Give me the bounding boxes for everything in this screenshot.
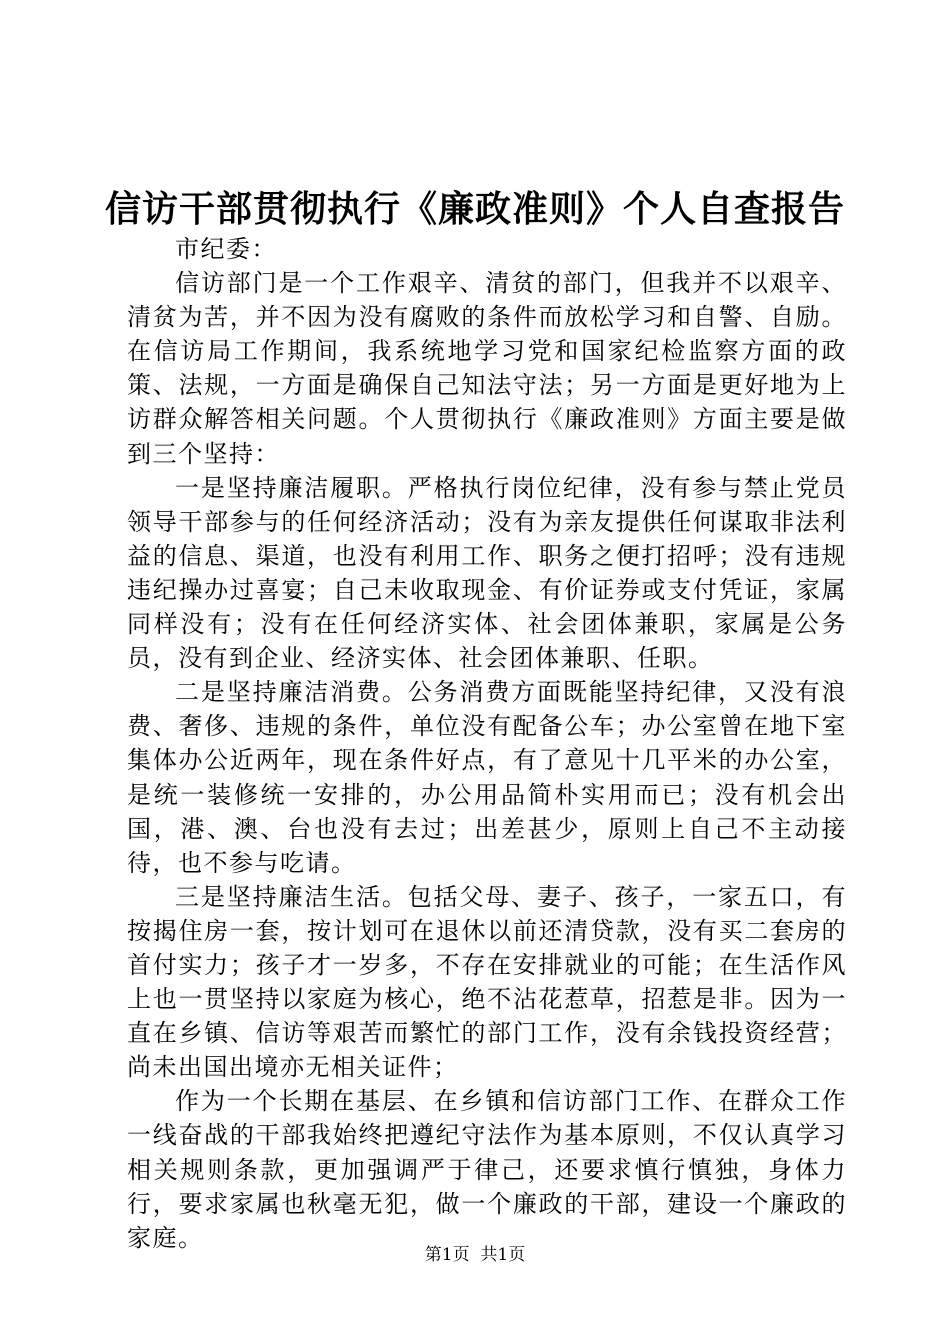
paragraph-intro: 信访部门是一个工作艰辛、清贫的部门，但我并不以艰辛、清贫为苦，并不因为没有腐败的条件而放松学习和自警、自励。在信访局工作期间，我系统地学习党和国家纪检监察方面的政策、法规，一方面是确保自己知法守法；另一方面是更好地为上访群众解答相关问题。个人贯彻执行《廉政准则》方面主要是做到三个坚持：	[127, 269, 847, 468]
paragraph-clean-living: 三是坚持廉洁生活。包括父母、妻子、孩子，一家五口，有按揭住房一套，按计划可在退休以前还清贷款，没有买二套房的首付实力；孩子才一岁多，不存在安排就业的可能；在生活作风上也一贯坚持以家庭为核心，绝不沾花惹草，招惹是非。因为一直在乡镇、信访等艰苦而繁忙的部门工作，没有余钱投资经营；尚未出国出境亦无相关证件；	[127, 882, 847, 1082]
paragraph-clean-duty: 一是坚持廉洁履职。严格执行岗位纪律，没有参与禁止党员领导干部参与的任何经济活动；没有为亲友提供任何谋取非法利益的信息、渠道，也没有利用工作、职务之便打招呼；没有违规违纪操办过喜宴；自己未收取现金、有价证券或支付凭证，家属同样没有；没有在任何经济实体、社会团体兼职，家属是公务员，没有到企业、经济实体、社会团体兼职、任职。	[127, 473, 847, 673]
page-number: 第1页 共1页	[424, 1245, 526, 1265]
paragraph-conclusion: 作为一个长期在基层、在乡镇和信访部门工作、在群众工作一线奋战的干部我始终把遵纪守法作为基本原则，不仅认真学习相关规则条款，更加强调严于律己，还要求慎行慎独，身体力行，要求家属也秋毫无犯，做一个廉政的干部，建设一个廉政的家庭。	[127, 1087, 847, 1252]
document-body	[127, 232, 847, 1255]
page-footer	[0, 1243, 950, 1267]
paragraph-clean-consumption: 二是坚持廉洁消费。公务消费方面既能坚持纪律，又没有浪费、奢侈、违规的条件，单位没有配备公车；办公室曾在地下室集体办公近两年，现在条件好点，有了意见十几平米的办公室，是统一装修统一安排的，办公用品简朴实用而已；没有机会出国，港、澳、台也没有去过；出差甚少，原则上自己不主动接待，也不参与吃请。	[127, 678, 847, 877]
salutation: 市纪委：	[175, 235, 277, 263]
document-title: 信访干部贯彻执行《廉政准则》个人自查报告	[104, 189, 845, 230]
